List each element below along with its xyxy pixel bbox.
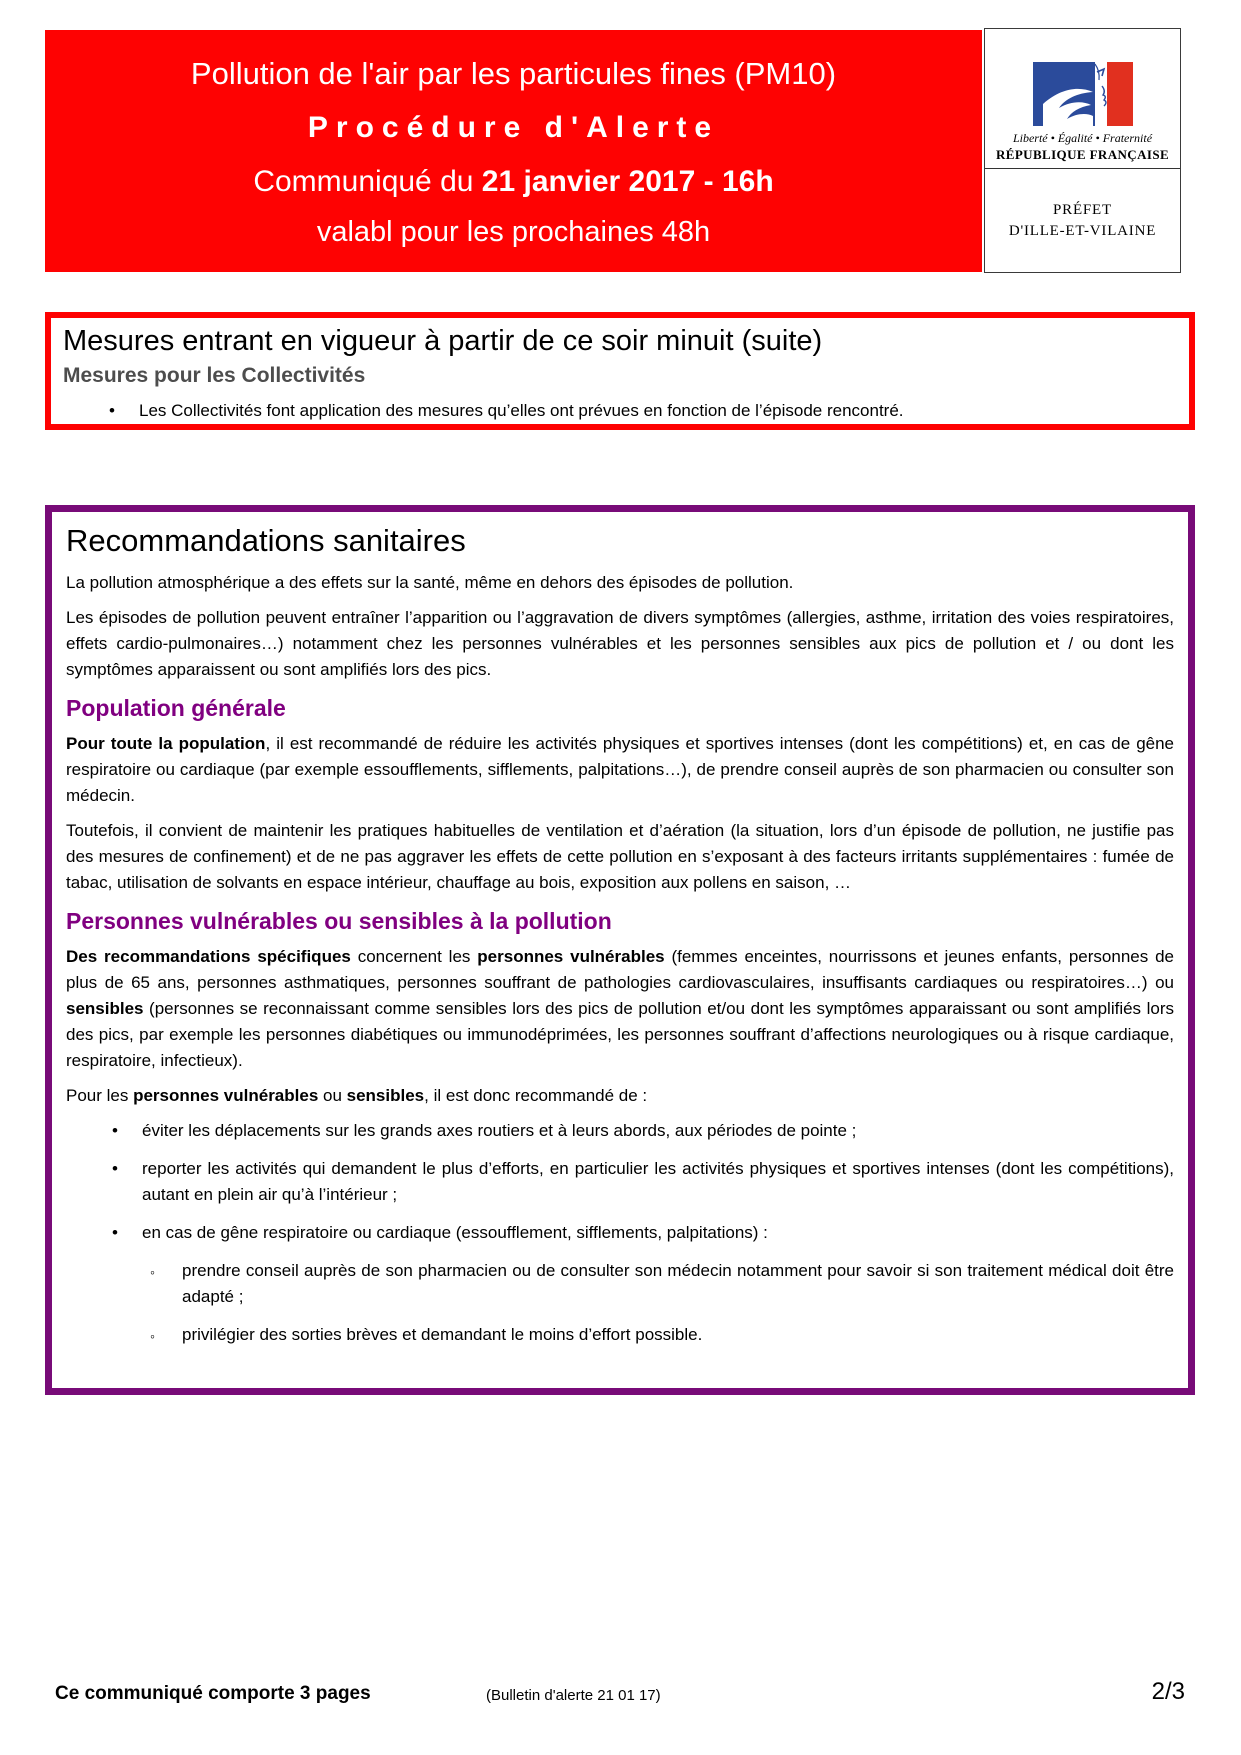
measures-bullet-text: Les Collectivités font application des mesures qu’elles ont prévues en fonction de l’épisode rencontré. — [139, 401, 904, 420]
circle-bullet-icon: ◦ — [150, 1264, 155, 1280]
footer-page-count: Ce communiqué comporte 3 pages — [55, 1683, 371, 1704]
republic-logo-cell — [985, 29, 1180, 168]
recommendations-title: Recommandations sanitaires — [66, 523, 466, 558]
prefecture-logo-box — [984, 28, 1181, 273]
circle-bullet-icon: ◦ — [150, 1328, 155, 1344]
list-item-text: reporter les activités qui demandent le plus d’efforts, en particulier les activités physiques et sportives intenses (dont les compétitions), autant en plein air qu’à l’intérieur ; — [142, 1159, 1174, 1204]
heading-personnes-vulnerables: Personnes vulnérables ou sensibles à la pollution — [66, 908, 612, 934]
logo-motto: Liberté • Égalité • Fraternité — [1012, 131, 1153, 145]
sub-list-item — [66, 1258, 1174, 1310]
list-item — [66, 1220, 1174, 1246]
banner-validity-line: valabl pour les prochaines 48h — [316, 216, 711, 248]
list-item — [66, 1118, 1174, 1144]
intro-paragraph-1: La pollution atmosphérique a des effets sur la santé, même en dehors des épisodes de pollution. — [66, 573, 794, 592]
banner-communique-line — [45, 155, 982, 209]
list-item-text: éviter les déplacements sur les grands axes routiers et à leurs abords, aux périodes de pointe ; — [142, 1121, 857, 1140]
banner-communique-prefix: Communiqué du — [253, 165, 482, 198]
paragraph-recommandations-specifiques: Des recommandations spécifiques concernent les personnes vulnérables (femmes enceintes, nourrissons et jeunes enfants, personnes de plus de 65 ans, personnes asthmatiques, personnes souffrant de pathologies cardiovasculaires, insuffisants cardiaques ou respiratoires…) ou sensibles (personnes se reconnaissant comme sensibles lors des pics de pollution et/ou dont les symptômes apparaissant ou sont amplifiés lors des pics, par exemple les personnes diabétiques ou immunodéprimées, les personnes souffrant d’affections neurologiques ou à risque cardiaque, respiratoire, infectieux). — [66, 947, 1175, 1070]
alert-header-banner — [45, 30, 982, 272]
list-item — [66, 1156, 1174, 1208]
banner-procedure-title: Procédure d'Alerte — [307, 111, 720, 144]
prefect-line2: D'ILLE-ET-VILAINE — [1008, 223, 1157, 239]
bullet-icon: • — [112, 1223, 118, 1242]
bullet-icon: • — [109, 401, 115, 420]
page-number: 2/3 — [1151, 1678, 1185, 1705]
health-recommendations-box — [45, 505, 1195, 1395]
measures-bullet-item — [63, 398, 1177, 424]
sub-list-item-text: privilégier des sorties brèves et demandant le moins d’effort possible. — [182, 1325, 703, 1344]
logo-republic-name: RÉPUBLIQUE FRANÇAISE — [995, 147, 1170, 162]
measures-box — [45, 312, 1195, 430]
sub-list-item-text: prendre conseil auprès de son pharmacien ou de consulter son médecin notamment pour savoir si son traitement médical doit être adapté ; — [182, 1261, 1174, 1306]
list-item-text: en cas de gêne respiratoire ou cardiaque (essoufflement, sifflements, palpitations) : — [142, 1223, 768, 1242]
paragraph-pour-les-personnes: Pour les personnes vulnérables ou sensibles, il est donc recommandé de : — [66, 1086, 648, 1105]
bullet-icon: • — [112, 1159, 118, 1178]
prefect-line1: PRÉFET — [1053, 202, 1112, 218]
heading-population-generale: Population générale — [66, 695, 286, 721]
prefect-name-cell — [985, 169, 1180, 273]
paragraph-toutefois: Toutefois, il convient de maintenir les pratiques habituelles de ventilation et d’aération (la situation, lors d’un épisode de pollution, ne justifie pas des mesures de confinement) et de ne pas aggraver les effets de cette pollution en s’exposant à des facteurs irritants supplémentaires : fumée de tabac, utilisation de solvants en espace intérieur, chauffage au bois, exposition aux pollens en saison, … — [66, 821, 1174, 892]
sub-list-item — [66, 1322, 1174, 1348]
footer-bulletin-reference: (Bulletin d'alerte 21 01 17) — [486, 1687, 661, 1704]
measures-title: Mesures entrant en vigueur à partir de ce soir minuit (suite) — [63, 325, 823, 357]
paragraph-population: Pour toute la population, il est recommandé de réduire les activités physiques et sportives intenses (dont les compétitions) et, en cas de gêne respiratoire ou cardiaque (par exemple essoufflements, sifflements, palpitations…), de prendre conseil auprès de son pharmacien ou consulter son médecin. — [66, 734, 1175, 805]
french-republic-flag-icon — [1033, 62, 1133, 126]
banner-pollution-title: Pollution de l'air par les particules fines (PM10) — [190, 56, 837, 91]
intro-paragraph-2: Les épisodes de pollution peuvent entraîner l’apparition ou l’aggravation de divers symptômes (allergies, asthme, irritation des voies respiratoires, effets cardio-pulmonaires…) notamment chez les personnes vulnérables et les personnes sensibles aux pics de pollution et / ou dont les symptômes apparaissent ou sont amplifiés lors des pics. — [66, 608, 1174, 679]
measures-subtitle: Mesures pour les Collectivités — [63, 364, 366, 387]
bullet-icon: • — [112, 1121, 118, 1140]
banner-communique-date: 21 janvier 2017 - 16h — [481, 165, 774, 198]
